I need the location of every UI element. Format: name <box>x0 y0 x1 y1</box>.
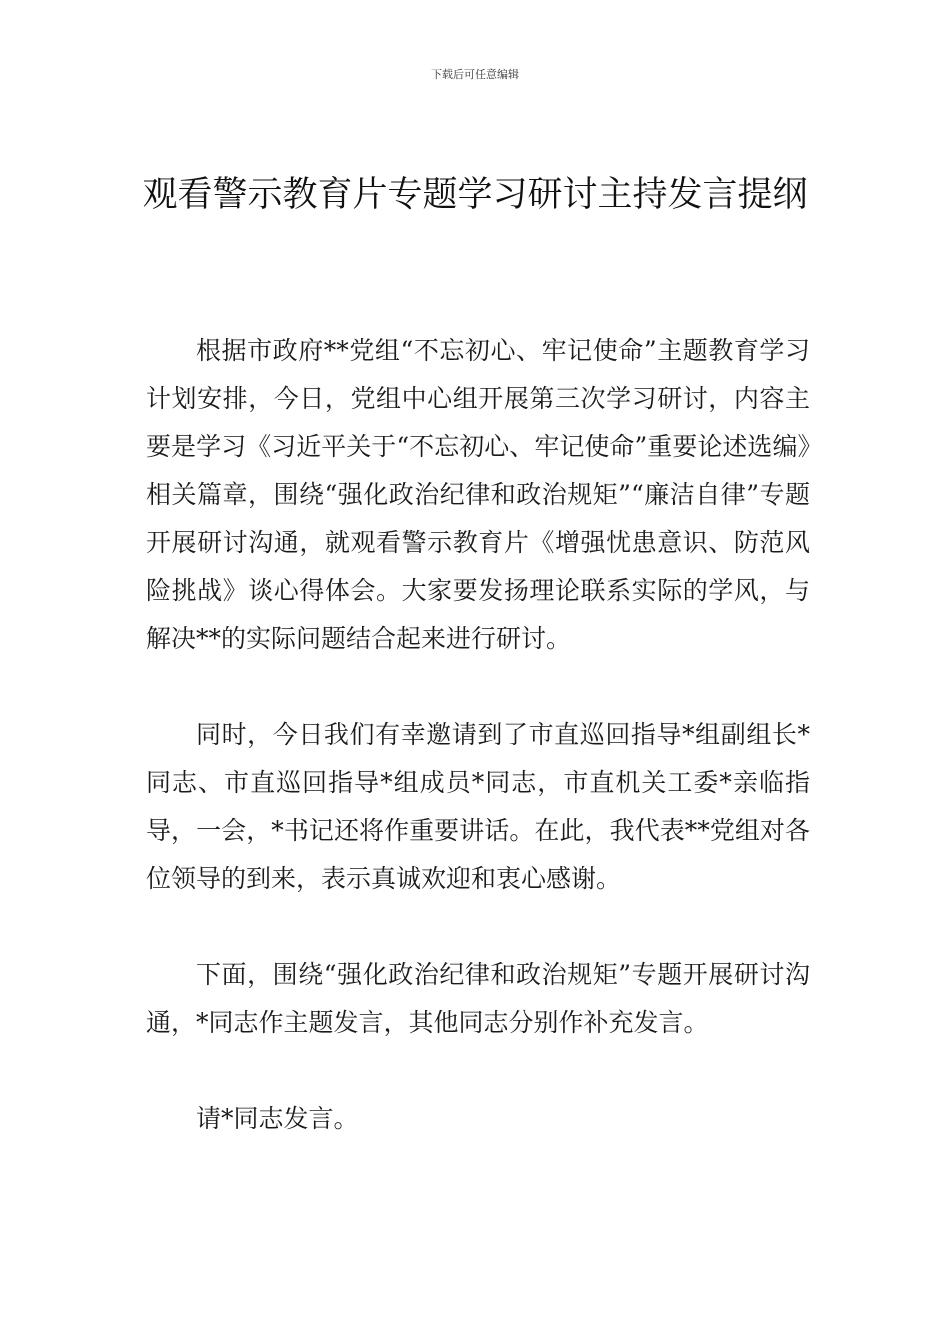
document-body <box>146 327 810 1143</box>
paragraph-agenda: 下面，围绕“强化政治纪律和政治规矩”专题开展研讨沟通，*同志作主题发言，其他同志分别作补充发言。 <box>146 960 810 1037</box>
document-title: 观看警示教育片专题学习研讨主持发言提纲 <box>142 175 808 215</box>
paragraph-invite-speaker: 请*同志发言。 <box>196 1104 359 1133</box>
header-note: 下载后可任意编辑 <box>431 68 519 81</box>
paragraph-welcome: 同时，今日我们有幸邀请到了市直巡回指导*组副组长*同志、市直巡回指导*组成员*同志，市直机关工委*亲临指导，一会，*书记还将作重要讲话。在此，我代表**党组对各位领导的到来，表示真诚欢迎和衷心感谢。 <box>146 720 810 893</box>
paragraph-intro: 根据市政府**党组“不忘初心、牢记使命”主题教育学习计划安排，今日，党组中心组开展第三次学习研讨，内容主要是学习《习近平关于“不忘初心、牢记使命”重要论述选编》相关篇章，围绕“强化政治纪律和政治规矩”“廉洁自律”专题开展研讨沟通，就观看警示教育片《增强忧患意识、防范风险挑战》谈心得体会。大家要发扬理论联系实际的学风，与解决**的实际问题结合起来进行研讨。 <box>146 336 810 653</box>
